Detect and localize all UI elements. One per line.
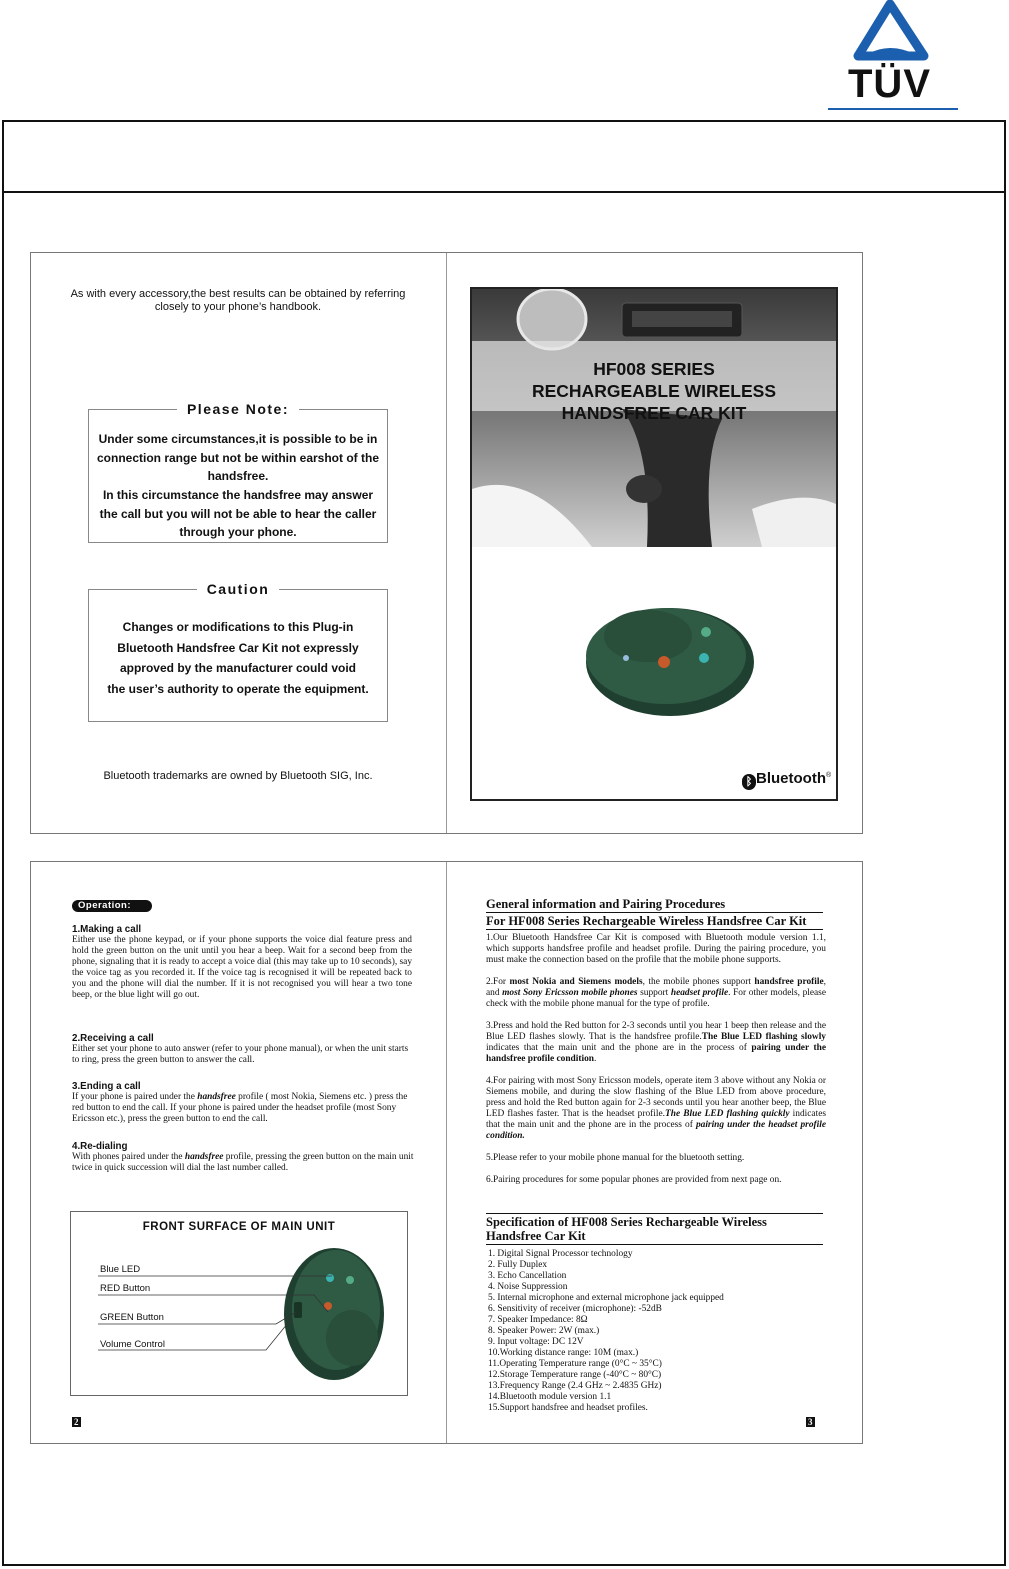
caution-line: approved by the manufacturer could void [119, 661, 357, 676]
label-blue-led: Blue LED [100, 1264, 141, 1275]
page-number-left: 2 [74, 1417, 79, 1427]
figure-title: FRONT SURFACE OF MAIN UNIT [142, 1221, 336, 1233]
handsfree-device-image [580, 596, 756, 720]
operation-badge [72, 900, 152, 912]
spec-item: 12.Storage Temperature range (-40°C ~ 80°C) [488, 1370, 662, 1380]
operation-section-1 [72, 924, 412, 1001]
general-items [486, 933, 826, 1186]
section-text: If your phone is paired under the handsfree profile ( most Nokia, Siemens etc. ) press the red button to end the call. If your phone is paired under the headset profile (most Sony Ericsson etc.), press the green button to end the call. [72, 1092, 408, 1124]
cover-title-line: HF008 SERIES [593, 359, 715, 379]
caution-line: Bluetooth Handsfree Car Kit not expressly [117, 640, 359, 655]
spec-list [488, 1249, 828, 1414]
operation-section-2 [72, 1033, 412, 1066]
header-divider [2, 191, 1006, 193]
caution-line: Changes or modifications to this Plug-in [122, 620, 354, 634]
spec-heading-line-1: Specification of HF008 Series Rechargeable Wireless [486, 1215, 767, 1229]
bluetooth-brand-text: Bluetooth [756, 770, 826, 787]
general-heading-line-1: General information and Pairing Procedures [486, 897, 726, 911]
cover-title [472, 358, 836, 424]
section-text: Either set your phone to auto answer (refer to your phone manual), or when the unit starts to ring, press the green button to answer the call. [72, 1044, 409, 1065]
cover-title-line: HANDSFREE CAR KIT [561, 403, 747, 423]
spec-item: 2. Fully Duplex [488, 1260, 548, 1270]
spec-heading [486, 1213, 823, 1245]
spec-item: 5. Internal microphone and external microphone jack equipped [488, 1293, 724, 1303]
cover-title-line: RECHARGEABLE WIRELESS [531, 381, 777, 401]
page-number-right: 3 [808, 1417, 813, 1427]
operation-badge-text: Operation: [78, 900, 132, 911]
caution-title: Caution [197, 581, 280, 597]
operation-section-3 [72, 1081, 417, 1125]
label-green-button: GREEN Button [100, 1312, 164, 1323]
general-item-5: 5.Please refer to your mobile phone manual for the bluetooth setting. [486, 1153, 745, 1163]
label-red-button: RED Button [100, 1283, 151, 1294]
bluetooth-icon: ᛒ [742, 774, 756, 790]
note-paragraph-2: In this circumstance the handsfree may answer the call but you will not be able to hear the caller through your phone. [99, 488, 377, 539]
spec-item: 11.Operating Temperature range (0°C ~ 35°C) [488, 1359, 662, 1369]
tuv-wordmark: TÜV [848, 62, 931, 106]
spec-item: 7. Speaker Impedance: 8Ω [488, 1315, 588, 1325]
spec-item: 14.Bluetooth module version 1.1 [488, 1392, 612, 1402]
section-title: 1.Making a call [72, 924, 142, 935]
spec-item: 4. Noise Suppression [488, 1282, 568, 1292]
general-item-3: 3.Press and hold the Red button for 2-3 seconds until you hear 1 beep then release and the Blue LED flashes slowly. That is the handsfree profile.The Blue LED flashing slowly indicates that the main unit and the phone are in the process of pairing under the handsfree profile condition. [486, 1021, 826, 1064]
spec-item: 3. Echo Cancellation [488, 1271, 567, 1281]
registered-mark: ® [825, 772, 832, 779]
general-item-2: 2.For most Nokia and Siemens models, the mobile phones support handsfree profile, and most Sony Ericsson mobile phones support headset profile. For other models, please check with the mobile phone manual for the type of profile. [486, 977, 826, 1009]
section-text: Either use the phone keypad, or if your phone supports the voice dial feature press and hold the green button on the unit until you hear a beep. Wait for a second beep from the phone, signaling that it is ready to accept a voice dial (this may take up to 10 seconds), say the voice tag as you recorded it. If the voice tag is recognised it will be repeated back to you and the phone will dial the number. If it is not recognised you will hear a two tone beep, or the blue light will go out. [72, 935, 413, 1000]
general-heading-line-2: For HF008 Series Rechargeable Wireless Handsfree Car Kit [486, 914, 807, 928]
spec-item: 9. Input voltage: DC 12V [488, 1337, 584, 1347]
spec-item: 1. Digital Signal Processor technology [488, 1249, 633, 1259]
bluetooth-brand [742, 770, 831, 790]
caution-text [96, 617, 380, 700]
caution-line: the user’s authority to operate the equipment. [107, 682, 369, 697]
spec-item: 8. Speaker Power: 2W (max.) [488, 1326, 600, 1336]
spec-item: 10.Working distance range: 10M (max.) [488, 1348, 639, 1358]
note-paragraph-1: Under some circumstances,it is possible to be in connection range but not be within earshot of the handsfree. [97, 432, 379, 483]
label-volume-control: Volume Control [100, 1339, 165, 1350]
spec-item: 6. Sensitivity of receiver (microphone): -52dB [488, 1304, 662, 1314]
spec-item: 13.Frequency Range (2.4 GHz ~ 2.4835 GHz) [488, 1381, 662, 1391]
intro-text: As with every accessory,the best results can be obtained by referring closely to your phone’s handbook. [70, 288, 406, 313]
spec-heading-line-2: Handsfree Car Kit [486, 1229, 586, 1243]
section-text: With phones paired under the handsfree profile, pressing the green button on the main unit twice in quick succession will dial the last number called. [72, 1152, 414, 1173]
general-heading [486, 897, 823, 930]
operation-section-4 [72, 1141, 417, 1174]
bottom-spread-fold [446, 862, 447, 1443]
section-title: 2.Receiving a call [72, 1033, 154, 1044]
spec-item: 15.Support handsfree and headset profiles. [488, 1403, 648, 1413]
section-title: 3.Ending a call [72, 1081, 141, 1092]
top-spread-fold [446, 253, 447, 833]
note-title: Please Note: [177, 401, 299, 417]
tuv-triangle-icon [828, 0, 960, 70]
general-item-6: 6.Pairing procedures for some popular phones are provided from next page on. [486, 1175, 782, 1185]
general-item-4: 4.For pairing with most Sony Ericsson models, operate item 3 above without any Nokia or Siemens mobile, and during the slow flashing of the Blue LED from above procedure, press and hold the Red button again for 2-3 seconds until you hear another beep, the Blue LED flashes faster. That is the headset profile.The Blue LED flashing quickly indicates that the main unit and the phone are in the process of pairing under the headset profile condition. [486, 1076, 827, 1141]
logo-underline [828, 108, 958, 110]
section-title: 4.Re-dialing [72, 1141, 128, 1152]
general-item-1: 1.Our Bluetooth Handsfree Car Kit is composed with Bluetooth module version 1.1, which supports handsfree profile and headset profile. During the pairing procedure, you must make the connection based on the profile that the mobile phone supports. [486, 933, 826, 965]
tuv-logo [828, 0, 960, 112]
trademark-text: Bluetooth trademarks are owned by Bluetooth SIG, Inc. [103, 770, 373, 782]
